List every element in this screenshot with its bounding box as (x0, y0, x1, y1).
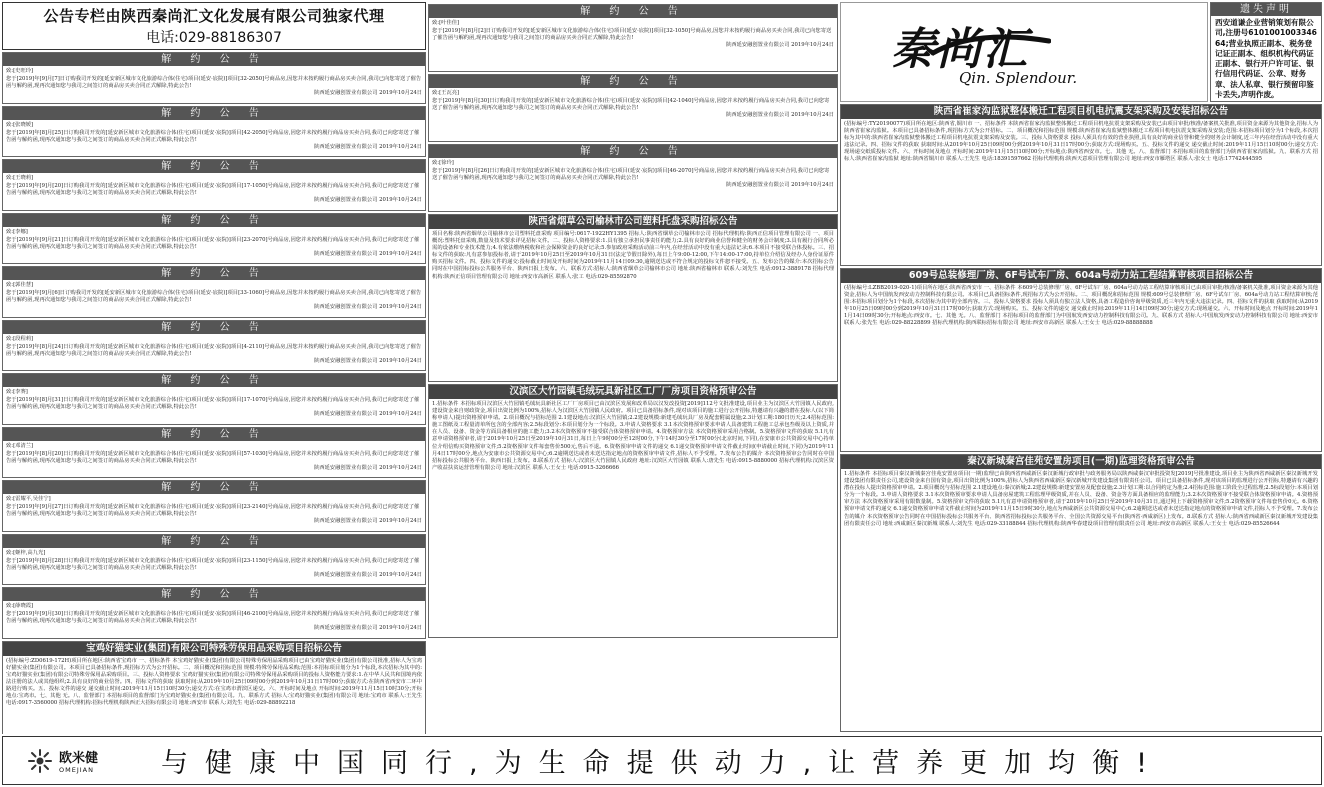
notice-recipient: 致:[史旺玲] (6, 68, 34, 74)
notice-signature: 陕西延安融创置业有限公司 2019年10月24日 (725, 112, 834, 119)
notice-title: 解 约 公 告 (3, 160, 425, 173)
notice-body (3, 334, 425, 367)
article-body: 1.招标条件 本招标项目汉滨区大竹园镇毛绒玩具新社区工厂厂房项目已由汉滨区发展和改革局以汉发改投资[2019]112号文批准建设,项目业主为汉滨区大竹园镇人民政府,建设资金来自财政资金,项目出资比例为100%,招标人为汉滨区大竹园镇人民政府。项目已具备招标条件,现对该项目的施工进行公开招标,特邀请有兴趣的潜在投标人(以下简称申请人)提出资格预审申请。2.项目概况与招标范围 2.1建设地点:汉滨区大竹园镇;2.2建设规模:新建毛绒玩具厂房及配套附属设施;2.3计划工期:180日历天;2.4招标范围:施工图纸及工程量清单所包含的全部内容;2.5标段划分:本项目划分为一个标段。3.申请人资格要求 3.1本次资格预审要求申请人具备建筑工程施工总承包叁级及以上资质,并在人员、设备、资金等方面具备相应的施工能力;3.2本次资格预审不接受联合体资格预审申请。4.资格预审方法 本次资格预审采用合格制。5.资格预审文件的获取 5.1凡有意申请资格预审者,请于2019年10月25日至2019年10月31日,每日上午9时00分至12时00分,下午14时30分至17时00分(北京时间,下同),在安康市公共资源交易中心持单位介绍信购买资格预审文件;5.2资格预审文件每套售价500元,售后不退。6.资格预审申请文件的递交 6.1递交资格预审申请文件截止时间(申请截止时间,下同)为2019年11月4日17时00分,地点为安康市公共资源交易中心;6.2逾期送达或者未送达指定地点的资格预审申请文件,招标人不予受理。7.发布公告的媒介 本次资格预审公告同时在中国招标投标公共服务平台、陕西日报上发布。8.联系方式 招标人:汉滨区大竹园镇人民政府 地址:汉滨区大竹园镇 联系人:唐先生 电话:0915-8880000 招标代理机构:汉滨区资产收益扶贫运营管理有限公司 地址:汉滨区 联系人:王女士 电话:0915-3266666 (432, 401, 834, 471)
cancellation-notice (2, 266, 426, 318)
notice-signature: 陕西延安融创置业有限公司 2019年10月24日 (725, 42, 834, 49)
cancellation-notice (428, 4, 838, 72)
cancellation-notice (2, 587, 426, 639)
logo-chinese: 秦尚汇 (891, 24, 1029, 75)
left-notices (2, 52, 426, 639)
cancellation-notice (2, 480, 426, 532)
notice-text: 您于[2019]年[9]月[7]日订购我司开发的[延安新区城市文化旅游综合体(住宅)项目(延安·宸院)]项目[32-2050]号商品房,因您并未按约履行商品房买卖合同,我司已向您寄送了催告函与解约函,现再次通知您与我司之间签订的商品房买卖合同正式解除,特此公告! (6, 76, 422, 90)
article-609-plant (840, 268, 1322, 452)
article-title: 汉滨区大竹园镇毛绒玩具新社区工厂厂房项目资格预审公告 (429, 385, 837, 399)
notice-body (3, 173, 425, 206)
notice-title: 解 约 公 告 (3, 481, 425, 494)
notice-recipient: 致:[李娜] (6, 228, 28, 235)
notice-recipient: 致:[王瓦亮] (432, 90, 460, 96)
notice-body (3, 387, 425, 420)
notice-title: 解 约 公 告 (3, 321, 425, 334)
notice-title: 解 约 公 告 (429, 75, 837, 88)
notice-body (3, 280, 425, 313)
lost-notice-title: 遗失声明 (1211, 3, 1321, 16)
footer-slogan: 与健康中国同行,为生命提供动力,让营养更加均衡! (161, 748, 1164, 779)
notice-title: 解 约 公 告 (3, 588, 425, 601)
notice-signature: 陕西延安融创置业有限公司 2019年10月24日 (313, 357, 422, 364)
footer-logo-english: OMEJIAN (59, 766, 94, 774)
notice-signature: 陕西延安融创置业有限公司 2019年10月24日 (313, 464, 422, 471)
article-body: (招标编号:TY20190077)项目所在地区:陕西省,铜川市 一、招标条件 本陕西省崔家沟监狱整体搬迁工程项目机电抗震支架采购及安装已由项目审批/核准/备案机关批准,项目资金来源为其他资金,招标人为陕西省崔家沟监狱。本项目已具备招标条件,现招标方式为公开招标。二、项目概况和招标范围 规模:陕西省崔家沟监狱整体搬迁工程项目机电抗震支架采购及安装;范围:本招标项目划分为1个标段,本次招标为其中的:陕西省崔家沟监狱整体搬迁工程项目机电抗震支架采购及安装。三、投标人资格要求 投标人须具有有效的营业执照,具有良好的商业信誉和健全的财务会计制度,近三年内在经营活动中没有重大违法记录。四、招标文件的获取 获取时间:从2019年10月25日09时00分到2019年10月31日17时00分;获取方式:现场购买。五、投标文件的递交 递交截止时间:2019年11月15日10时00分;递交方式:现场递交纸质投标文件。六、开标时间及地点 开标时间:2019年11月15日10时00分;开标地点:陕西省西安市。七、其他 无。八、监督部门 本招标项目的监督部门为陕西省崔家沟监狱。九、联系方式 招标人:陕西省崔家沟监狱 地址:陕西省铜川市 联系人:王先生 电话:18391597662 招标代理机构:陕西天意项目管理有限公司 地址:西安市雁塔区 联系人:张女士 电话:17742444595 (844, 121, 1318, 163)
notice-text: 您于[2019]年[9]月[27]日订购我司开发的[延安新区城市文化旅游综合体(住宅)项目(延安·宸院)]项目[23-2140]号商品房,因您并未按约履行商品房买卖合同,我司已向您寄送了催告函与解约函,现再次通知您与我司之间签订的商品房买卖合同正式解除,特此公告! (6, 504, 420, 518)
notice-body (3, 441, 425, 474)
notice-text: 您于[2019]年[8]月[28]日订购我司开发的[延安新区城市文化旅游综合体(住宅)项目(延安·宸院)]项目[23-1150]号商品房,因您并未按约履行商品房买卖合同,我司已向您寄送了催告函与解约函,现再次通知您与我司之间签订的商品房买卖合同正式解除,特此公告! (6, 557, 420, 571)
notice-title: 解 约 公 告 (3, 535, 425, 548)
notice-recipient: 致:[张晓媛] (6, 121, 34, 128)
agency-phone: 电话:029-88186307 (146, 30, 282, 46)
notice-title: 解 约 公 告 (429, 5, 837, 18)
cancellation-notice (2, 106, 426, 158)
notice-text: 您于[2019]年[9]月[21]日订购我司开发的[延安新区城市文化旅游综合体(住宅)项目(延安·宸院)]项目[23-2070]号商品房,因您并未按约履行商品房买卖合同,我司已向您寄送了催告函与解约函,现再次通知您与我司之间签订的商品房买卖合同正式解除,特此公告! (6, 236, 420, 250)
notice-recipient: 致:[叶佳佳] (432, 20, 460, 26)
agency-line: 公告专栏由陕西秦尚汇文化发展有限公司独家代理 (43, 7, 385, 25)
article-body: 项目名称:陕西省烟草公司榆林市公司塑料托盘采购 项目编号:0617-1922HY1395 招标人:陕西省烟草公司榆林市公司 招标代理机构:陕西正信项目管理有限公司 一、项目概况:塑料托盘采购,数量及技术要求详见招标文件。二、投标人资格要求:1.具有独立承担民事责任的能力;2.具有良好的商业信誉和健全的财务会计制度;3.具有履行合同所必需的设备和专业技术能力;4.有依法缴纳税收和社会保障资金的良好记录;5.参加政府采购活动前三年内,在经营活动中没有重大违法记录;6.本项目不接受联合体投标。三、招标文件的获取:凡有意参加投标者,请于2019年10月25日至2019年10月31日(法定节假日除外),每日上午9:00-12:00,下午14:00-17:00,持单位介绍信及经办人身份证原件购买招标文件。四、投标文件的递交:投标截止时间及开标时间为2019年11月14日09:30,逾期送达或不符合规定的投标文件恕不接受。五、发布公告的媒介:本次招标公告同时在中国招标投标公共服务平台、陕西日报上发布。六、联系方式:招标人:陕西省烟草公司榆林市公司 地址:陕西省榆林市 联系人:刘先生 电话:0912-3889178 招标代理机构:陕西正信项目管理有限公司 地址:西安市高新区 联系人:张工 电话:029-85592870 (432, 231, 834, 280)
lost-notice-body: 西安道谦企业营销策划有限公司,注册号610100100334664;营业执照正副本、税务登记证正副本、组织机构代码证正副本、银行开户许可证、银行信用代码证、公章、财务章、法人私章、银行预留印鉴卡丢失,声明作废。 (1215, 18, 1317, 100)
notice-title: 解 约 公 告 (3, 428, 425, 441)
article-title: 陕西省烟草公司榆林市公司塑料托盘采购招标公告 (429, 215, 837, 229)
article-body: (招标编号:ZD0619-172H)项目所在地区:陕西省宝鸡市 一、招标条件 本宝鸡好猫实业(集团)有限公司特殊劳保用品采购项目已由宝鸡好猫实业(集团)有限公司批准,招标人为宝鸡好猫实业(集团)有限公司。本项目已具备招标条件,现招标方式为公开招标。二、项目概况和招标范围 规模:特殊劳保用品采购;范围:本招标项目划分为1个标段,本次招标为其中的:宝鸡好猫实业(集团)有限公司特殊劳保用品采购项目。三、投标人资格要求 宝鸡好猫实业(集团)有限公司特殊劳保用品采购项目的投标人资格能力要求:1.在中华人民共和国境内依法注册的法人或其他组织;2.具有良好的商业信誉。四、招标文件的获取 获取时间:从2019年10月25日09时00分到2019年10月31日17时00分;获取方式:在陕西省西安市二环中路进行购买。五、投标文件的递交 递交截止时间:2019年11月15日10时30分;递交方式:在宝鸡市渭滨区递交。六、开标时间及地点 开标时间:2019年11月15日10时30分;开标地点:宝鸡市。七、其他 无。八、监督部门 本招标项目的监督部门为宝鸡好猫实业(集团)有限公司。九、联系方式 招标人:宝鸡好猫实业(集团)有限公司 地址:宝鸡市 联系人:王先生 电话:0917-3560000 招标代理机构:招标代理机构陕西正大招标有限公司 地址:西安市 联系人:刘先生 电话:029-88892218 (6, 657, 422, 707)
notice-signature: 陕西延安融创置业有限公司 2019年10月24日 (313, 518, 422, 525)
notice-signature: 陕西延安融创置业有限公司 2019年10月24日 (313, 411, 422, 418)
notice-signature: 陕西延安融创置业有限公司 2019年10月24日 (313, 143, 422, 150)
logo-english: Qin. Splendour. (959, 69, 1078, 87)
notice-title: 解 约 公 告 (3, 267, 425, 280)
cancellation-notice (2, 320, 426, 372)
agency-banner (2, 2, 426, 50)
notice-title: 解 约 公 告 (429, 145, 837, 158)
cancellation-notice (2, 213, 426, 265)
notice-recipient: 致:[郭佳慧] (6, 282, 34, 288)
notice-signature: 陕西延安融创置业有限公司 2019年10月24日 (313, 304, 422, 311)
qinshanghui-logo (840, 2, 1208, 102)
article-cuijiagou-prison (840, 104, 1322, 266)
notice-body (3, 227, 425, 260)
article-qinhan-housing (840, 454, 1322, 732)
notice-body (3, 494, 425, 527)
notice-title: 解 约 公 告 (3, 214, 425, 227)
notice-text: 您于[2019]年[8]月[20]日订购我司开发的[延安新区城市文化旅游综合体(住宅)项目(延安·宸院)]项目[57-1030]号商品房,因您并未按约履行商品房买卖合同,我司已向您寄送了催告函与解约函,现再次通知您与我司之间签订的商品房买卖合同正式解除,特此公告! (6, 450, 420, 464)
notice-title: 解 约 公 告 (3, 107, 425, 120)
notice-text: 您于[2019]年[9]月[20]日订购我司开发的[延安新区城市文化旅游综合体(住宅)项目(延安·宸院)]项目[17-1050]号商品房,因您并未按约履行商品房买卖合同,我司已向您寄送了催告函与解约函,现再次通知您与我司之间签订的商品房买卖合同正式解除,特此公告! (6, 183, 420, 197)
notice-signature: 陕西延安融创置业有限公司 2019年10月24日 (313, 625, 422, 632)
article-title: 秦汉新城秦宫佳苑安置房项目(一期)监理资格预审公告 (841, 455, 1321, 469)
notice-body (429, 88, 837, 121)
notice-body (3, 601, 425, 634)
cancellation-notice (2, 534, 426, 586)
middle-notices (428, 4, 838, 212)
article-body: (招标编号:LZBB2019-020-1)项目所在地区:陕西省西安市 一、招标条件 本609号总装修理厂房、6F号试车厂房、604a号动力站工程结算审核项目已由项目审批/核准/备案机关批准,项目资金来源为其他资金,招标人为中国航发西安动力控制科技有限公司。本项目已具备招标条件,现招标方式为公开招标。二、项目概况和招标范围 规模:609号总装修理厂房、6F号试车厂房、604a号动力站工程结算审核;范围:本招标项目划分为1个标段,本次招标为其中的全部内容。三、投标人资格要求 投标人须具有独立法人资格,具备工程造价咨询甲级资质,近三年内无重大违法记录。四、招标文件的获取 获取时间:从2019年10月25日09时00分到2019年10月31日17时00分;获取方式:现场购买。五、投标文件的递交 递交截止时间:2019年11月14日09时30分;递交方式:现场递交。六、开标时间及地点 开标时间:2019年11月14日09时30分;开标地点:西安市。七、其他 无。八、监督部门 本招标项目的监督部门为中国航发西安动力控制科技有限公司。九、联系方式 招标人:中国航发西安动力控制科技有限公司 地址:西安市 联系人:张先生 电话:029-88228899 招标代理机构:陕西联标招标有限公司 地址:西安市高新区 联系人:王女士 电话:029-88888888 (844, 285, 1318, 327)
notice-body (429, 158, 837, 191)
notice-title: 解 约 公 告 (3, 53, 425, 66)
brand-row (840, 2, 1322, 102)
notice-recipient: 致:[邓清兰] (6, 442, 34, 449)
notice-recipient: 致:[徐玲] (432, 160, 454, 166)
cancellation-notice (428, 144, 838, 212)
notice-text: 您于[2019]年[8]月[2]日订购我司开发的[延安新区城市文化旅游综合体(住宅)项目(延安·宸院)]项目[32-1050]号商品房,因您并未按约履行商品房买卖合同,我司已向您寄送了催告函与解约函,现再次通知您与我司之间签订的商品房买卖合同正式解除,特此公告! (432, 28, 832, 42)
article-title: 宝鸡好猫实业(集团)有限公司特殊劳保用品采购项目招标公告 (3, 642, 425, 656)
notice-text: 您于[2019]年[8]月[25]日订购我司开发的[延安新区城市文化旅游综合体(住宅)项目(延安·宸院)]项目[42-2050]号商品房,因您并未按约履行商品房买卖合同,我司已向您寄送了催告函与解约函,现再次通知您与我司之间签订的商品房买卖合同正式解除,特此公告! (6, 129, 420, 143)
notice-signature: 陕西延安融创置业有限公司 2019年10月24日 (725, 182, 834, 189)
omejian-logo (27, 747, 147, 774)
notice-body (3, 120, 425, 153)
notice-recipient: 致:[王晓莉] (6, 175, 34, 181)
cancellation-notice (2, 427, 426, 479)
article-body: 1.招标条件 本招标项目秦汉新城秦宫佳苑安置房项目(一期)监理已由陕西省西咸新区秦汉新城行政审批与政务服务局以陕西咸秦汉审批投资发[2019]号批准建设,项目业主为陕西省西咸新区秦汉新城开发建设集团有限责任公司,建设资金来自国有资金,项目出资比例为100%,招标人为陕西省西咸新区秦汉新城开发建设集团有限责任公司。项目已具备招标条件,现对该项目的监理进行公开招标,特邀请有兴趣的潜在投标人提出资格预审申请。2.项目概况与招标范围 2.1建设地点:秦汉新城;2.2建设规模:新建安置房及配套设施;2.3计划工期:以合同约定为准;2.4招标范围:施工阶段全过程监理;2.5标段划分:本项目划分为一个标段。3.申请人资格要求 3.1本次资格预审要求申请人具备房屋建筑工程监理甲级资质,并在人员、设备、资金等方面具备相应的监理能力;3.2本次资格预审不接受联合体资格预审申请。4.资格预审方法 本次资格预审采用有限数量制。5.资格预审文件的获取 5.1凡有意申请资格预审者,请于2019年10月25日至2019年10月31日,通过网上下载资格预审文件;5.2资格预审文件每套售价0元。6.资格预审申请文件的递交 6.1递交资格预审申请文件截止时间为2019年11月15日9时30分,地点为西咸新区公共资源交易中心;6.2逾期送达或者未送达指定地点的资格预审申请文件,招标人不予受理。7.发布公告的媒介 本次资格预审公告同时在中国招标投标公共服务平台、陕西省招标投标公共服务平台、全国公共资源交易平台(陕西省·西咸新区)上发布。8.联系方式 招标人:陕西省西咸新区秦汉新城开发建设集团有限责任公司 地址:西咸新区秦汉新城 联系人:刘先生 电话:029-33188844 招标代理机构:陕西华春建设项目管理有限责任公司 地址:西安市高新区 联系人:王女士 电话:029-85526644 (844, 471, 1318, 527)
sunburst-icon (27, 748, 53, 774)
notice-recipient: 致:[段程莉] (6, 335, 34, 342)
footer-ad (2, 736, 1322, 785)
notice-title: 解 约 公 告 (3, 374, 425, 387)
lost-notice (1210, 2, 1322, 102)
notice-text: 您于[2019]年[8]月[30]日订购我司开发的[延安新区城市文化旅游综合体(住宅)项目(延安·宸院)]项目[42-1040]号商品房,因您并未按约履行商品房买卖合同,我司已向您寄送了催告函与解约函,现再次通知您与我司之间签订的商品房买卖合同正式解除,特此公告! (432, 98, 830, 112)
notice-text: 您于[2019]年[9]月[30]日订购我司开发的[延安新区城市文化旅游综合体(住宅)项目(延安·宸院)]项目[46-2100]号商品房,因您并未按约履行商品房买卖合同,我司已向您寄送了催告函与解约函,现再次通知您与我司之间签订的商品房买卖合同正式解除,特此公告! (6, 611, 420, 625)
cancellation-notice (428, 74, 838, 142)
footer-logo-chinese: 欧米健 (59, 751, 99, 766)
notice-text: 您于[2019]年[9]月[6]日订购我司开发的[延安新区城市文化旅游综合体(住宅)项目(延安·宸院)]项目[33-1060]号商品房,因您并未按约履行商品房买卖合同,我司已向您寄送了催告函与解约函,现再次通知您与我司之间签订的商品房买卖合同正式解除,特此公告! (6, 290, 422, 304)
notice-signature: 陕西延安融创置业有限公司 2019年10月24日 (313, 197, 422, 204)
notice-recipient: 致:[雷耀平,吴佳宁] (6, 496, 51, 502)
article-title: 609号总装修理厂房、6F号试车厂房、604a号动力站工程结算审核项目招标公告 (841, 269, 1321, 283)
right-column (840, 2, 1322, 734)
notice-text: 您于[2019]年[8]月[26]日订购我司开发的[延安新区城市文化旅游综合体(住宅)项目(延安·宸院)]项目[46-2070]号商品房,因您并未按约履行商品房买卖合同,我司已向您寄送了催告函与解约函,现再次通知您与我司之间签订的商品房买卖合同正式解除,特此公告! (432, 168, 830, 182)
cancellation-notice (2, 159, 426, 211)
notice-body (3, 548, 425, 581)
notice-signature: 陕西延安融创置业有限公司 2019年10月24日 (313, 90, 422, 97)
article-title: 陕西省崔家沟监狱整体搬迁工程项目机电抗震支架采购及安装招标公告 (841, 105, 1321, 119)
cancellation-notice (2, 52, 426, 104)
notice-body (429, 18, 837, 51)
notice-text: 您于[2019]年[8]月[31]日订购我司开发的[延安新区城市文化旅游综合体(住宅)项目(延安·宸院)]项目[17-1070]号商品房,因您并未按约履行商品房买卖合同,我司已向您寄送了催告函与解约函,现再次通知您与我司之间签订的商品房买卖合同正式解除,特此公告! (6, 397, 420, 411)
article-yulin-tobacco (428, 214, 838, 382)
notice-text: 您于[2019]年[8]月[24]日订购我司开发的[延安新区城市文化旅游综合体(住宅)项目(延安·宸院)]项目[4-2110]号商品房,因您并未按约履行商品房买卖合同,我司已向您寄送了催告函与解约函,现再次通知您与我司之间签订的商品房买卖合同正式解除,特此公告! (6, 343, 422, 357)
notice-recipient: 致:[姬梓,高九光] (6, 549, 46, 556)
cancellation-notice (2, 373, 426, 425)
article-baoji-haomao (2, 641, 426, 735)
left-column (2, 2, 426, 734)
article-hanbin-factory (428, 384, 838, 638)
notice-recipient: 致:[李赛] (6, 389, 28, 395)
notice-signature: 陕西延安融创置业有限公司 2019年10月24日 (313, 571, 422, 578)
notice-recipient: 致:[薛晓霞] (6, 603, 34, 609)
notice-signature: 陕西延安融创置业有限公司 2019年10月24日 (313, 250, 422, 257)
middle-column (428, 2, 838, 734)
notice-body (3, 66, 425, 99)
